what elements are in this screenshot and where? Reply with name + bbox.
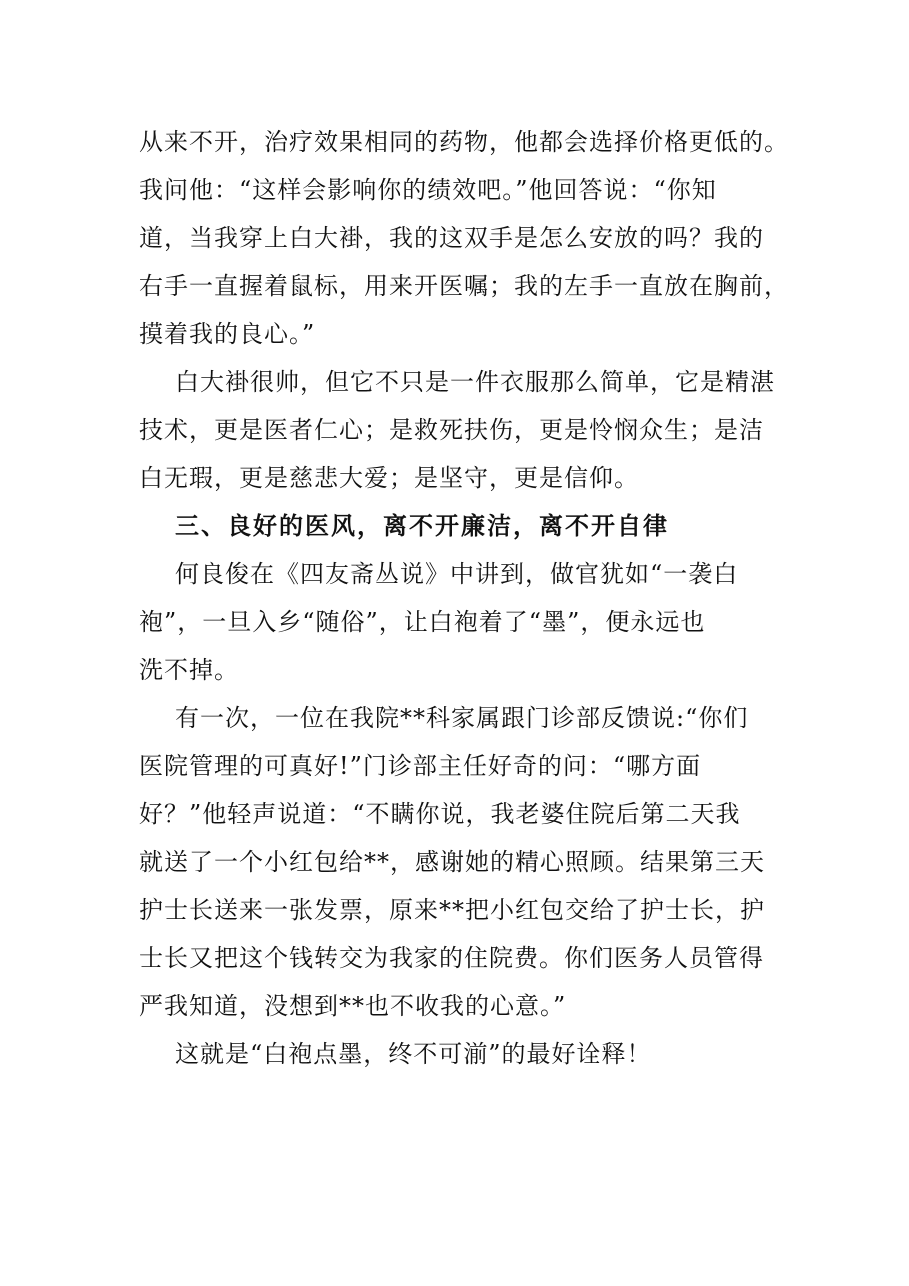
text-line: 有一次，一位在我院**科家属跟门诊部反馈说:“你们 xyxy=(175,704,749,732)
text-line: 白无瑕，更是慈悲大爱；是坚守，更是信仰。 xyxy=(139,464,639,492)
section-heading: 三、良好的医风，离不开廉洁，离不开自律 xyxy=(175,511,669,540)
text-line: 袍”，一旦入乡“随俗”，让白袍着了“墨”，便永远也 xyxy=(139,608,706,636)
document-body xyxy=(139,118,789,1078)
text-line: 就送了一个小红包给**，感谢她的精心照顾。结果第三天 xyxy=(139,848,765,876)
text-line: 好？”他轻声说道：“不瞒你说，我老婆住院后第二天我 xyxy=(139,800,741,828)
text-line: 我问他：“这样会影响你的绩效吧。”他回答说：“你知 xyxy=(139,176,717,204)
text-line: 从来不开，治疗效果相同的药物，他都会选择价格更低的。 xyxy=(139,128,789,156)
text-line: 严我知道，没想到**也不收我的心意。” xyxy=(139,992,567,1020)
text-line: 何良俊在《四友斋丛说》中讲到，做官犹如“一袭白 xyxy=(175,560,739,588)
text-line: 右手一直握着鼠标，用来开医嘱；我的左手一直放在胸前， xyxy=(139,272,789,300)
text-line: 摸着我的良心。” xyxy=(139,320,316,348)
text-line: 洗不掉。 xyxy=(139,656,239,684)
text-line: 护士长送来一张发票，原来**把小红包交给了护士长，护 xyxy=(139,896,765,924)
text-line: 技术，更是医者仁心；是救死扶伤，更是怜悯众生；是洁 xyxy=(139,416,764,444)
text-line: 白大褂很帅，但它不只是一件衣服那么简单，它是精湛 xyxy=(175,368,775,396)
text-line: 道，当我穿上白大褂，我的这双手是怎么安放的吗？我的 xyxy=(139,224,764,252)
text-line: 这就是“白袍点墨，终不可湔”的最好诠释！ xyxy=(175,1040,652,1068)
text-line: 士长又把这个钱转交为我家的住院费。你们医务人员管得 xyxy=(139,944,764,972)
text-line: 医院管理的可真好!”门诊部主任好奇的问：“哪方面 xyxy=(139,752,702,780)
